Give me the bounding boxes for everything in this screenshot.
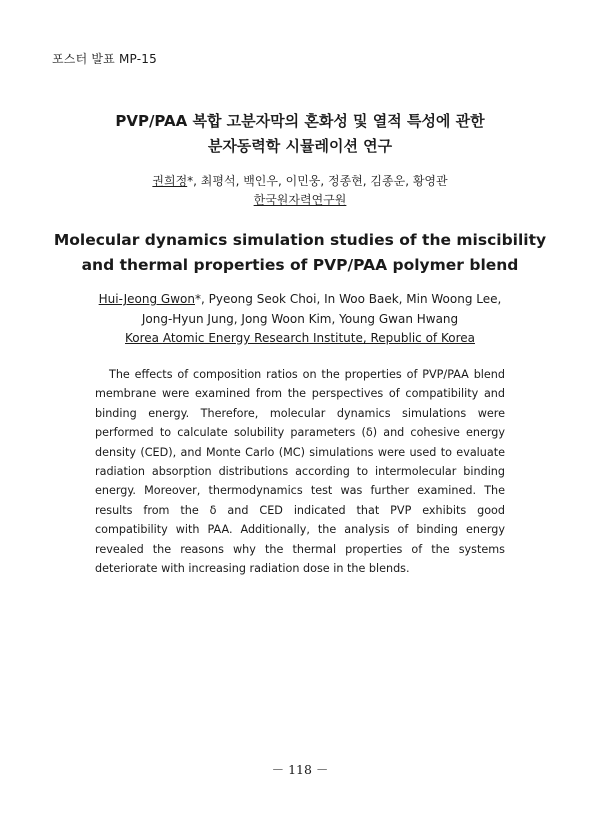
english-title	[0, 228, 600, 278]
english-affiliation-text: Korea Atomic Energy Research Institute, Republic of Korea	[125, 331, 475, 345]
korean-title-line-2: 분자동력학 시뮬레이션 연구	[207, 137, 393, 155]
english-presenter: Hui-Jeong Gwon	[98, 292, 195, 306]
korean-title-line-1: PVP/PAA 복합 고분자막의 혼화성 및 열적 특성에 관한	[115, 112, 485, 130]
session-label: 포스터 발표 MP-15	[52, 52, 157, 66]
korean-authors	[0, 172, 600, 191]
english-title-line-2: and thermal properties of PVP/PAA polymer blend	[81, 256, 519, 274]
english-authors-block	[0, 290, 600, 349]
english-authors-line-1	[0, 290, 600, 310]
korean-affiliation-text: 한국원자력연구원	[253, 193, 347, 207]
korean-presenter: 권희정	[152, 174, 188, 188]
korean-authors-rest: *, 최평석, 백인우, 이민웅, 정종현, 김종운, 황영관	[187, 174, 448, 188]
abstract-paragraph: The effects of composition ratios on the properties of PVP/PAA blend membrane were examined from the perspectives of compatibility and binding energy. Therefore, molecular dynamics simulations were performed to calculate solubility parameters (δ) and cohesive energy density (CED), and Monte Carlo (MC) simulations were used to evaluate radiation absorption distributions according to intermolecular binding energy. Moreover, thermodynamics test was further examined. The results from the δ and CED indicated that PVP exhibits good compatibility with PAA. Additionally, the analysis of binding energy revealed the reasons why the thermal properties of the systems deteriorate with increasing radiation dose in the blends.	[95, 368, 505, 576]
english-authors-line-2: Jong-Hyun Jung, Jong Woon Kim, Young Gwan Hwang	[141, 311, 459, 326]
korean-title	[0, 109, 600, 159]
english-title-line-1: Molecular dynamics simulation studies of the miscibility	[53, 231, 547, 249]
korean-authors-block	[0, 172, 600, 210]
english-authors-rest: *, Pyeong Seok Choi, In Woo Baek, Min Woong Lee,	[194, 292, 502, 306]
english-affiliation	[0, 329, 600, 349]
korean-affiliation	[0, 191, 600, 210]
page-number: － 118 －	[271, 762, 329, 777]
